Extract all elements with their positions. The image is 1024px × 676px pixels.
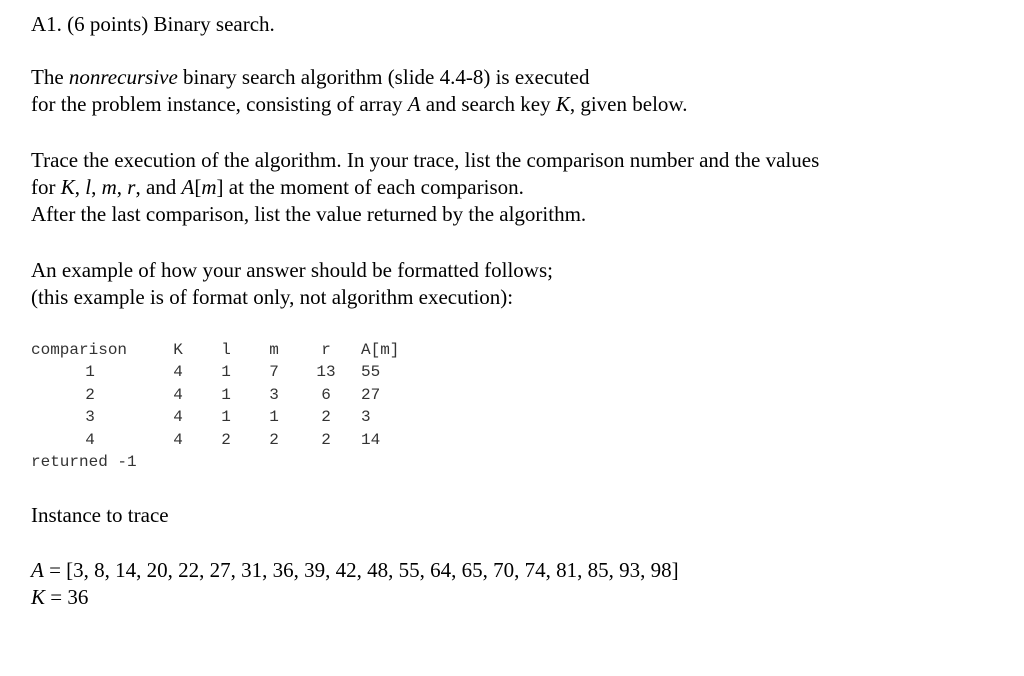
example-line-2: (this example is of format only, not algorithm execution):: [31, 285, 514, 309]
text: and search key: [420, 92, 556, 116]
cell-comparison: 2: [85, 385, 95, 404]
var-K: K: [555, 92, 570, 116]
cell-m: 3: [269, 385, 279, 404]
text: The: [31, 65, 69, 89]
text: ,: [116, 175, 128, 199]
cell-comparison: 4: [85, 430, 95, 449]
var-A: A: [407, 92, 421, 116]
array-line: [31, 557, 679, 584]
cell-A-m: 14: [361, 430, 381, 449]
var-r: r: [127, 175, 136, 199]
instance-data: [31, 557, 679, 611]
cell-r: 6: [321, 385, 331, 404]
text: binary search algorithm (slide 4.4-8) is executed: [177, 65, 590, 89]
array-values: = [3, 8, 14, 20, 22, 27, 31, 36, 39, 42, 48, 55, 64, 65, 70, 74, 81, 85, 93, 98]: [43, 558, 679, 582]
header-K: K: [173, 341, 183, 359]
cell-r: 2: [321, 430, 331, 449]
var-A: A: [31, 558, 44, 582]
header-comparison: comparison: [31, 341, 128, 359]
text: , given below.: [569, 92, 688, 116]
var-K: K: [60, 175, 75, 199]
cell-A-m: 55: [361, 363, 381, 382]
key-value: = 36: [45, 585, 89, 609]
returned-value: returned -1: [31, 452, 137, 471]
cell-l: 1: [221, 408, 231, 427]
text: ,: [91, 175, 102, 199]
text: for: [31, 175, 61, 199]
intro-line-1: [31, 64, 687, 91]
key-line: [31, 584, 679, 611]
header-m: m: [269, 341, 279, 359]
text: ,: [74, 175, 86, 199]
cell-r: 13: [316, 363, 336, 382]
cell-A-m: 3: [361, 408, 371, 427]
cell-K: 4: [173, 408, 183, 427]
cell-m: 2: [269, 430, 279, 449]
text: , and: [135, 175, 182, 199]
trace-line-1: Trace the execution of the algorithm. In your trace, list the comparison number and the values: [31, 148, 820, 172]
header-l: l: [221, 341, 231, 359]
cell-K: 4: [173, 363, 183, 382]
var-l: l: [85, 175, 92, 199]
cell-l: 1: [221, 363, 231, 382]
intro-paragraph: [31, 64, 687, 118]
cell-A-m: 27: [361, 385, 381, 404]
header-A-m: A[m]: [361, 341, 400, 359]
problem-title: A1. (6 points) Binary search.: [31, 12, 275, 36]
text: for the problem instance, consisting of array: [31, 92, 408, 116]
var-A: A: [181, 175, 195, 199]
instance-heading: Instance to trace: [31, 503, 169, 527]
var-m: m: [201, 175, 217, 199]
text: ]: [216, 175, 224, 199]
cell-r: 2: [321, 408, 331, 427]
cell-K: 4: [173, 385, 183, 404]
var-K: K: [31, 585, 46, 609]
cell-m: 1: [269, 408, 279, 427]
var-m: m: [101, 175, 117, 199]
cell-l: 2: [221, 430, 231, 449]
example-line-1: An example of how your answer should be formatted follows;: [31, 258, 553, 282]
intro-line-2: [31, 91, 687, 118]
trace-instructions: [31, 147, 819, 228]
emphasis-nonrecursive: nonrecursive: [68, 65, 178, 89]
text: at the moment of each comparison.: [223, 175, 524, 199]
cell-comparison: 1: [85, 363, 95, 382]
trace-line-2: [31, 174, 819, 201]
cell-l: 1: [221, 385, 231, 404]
example-intro: [31, 257, 553, 311]
header-r: r: [321, 341, 331, 359]
cell-m: 7: [269, 363, 279, 382]
cell-comparison: 3: [85, 408, 95, 427]
cell-K: 4: [173, 430, 183, 449]
trace-line-3: After the last comparison, list the value returned by the algorithm.: [31, 202, 587, 226]
text: [: [194, 175, 202, 199]
